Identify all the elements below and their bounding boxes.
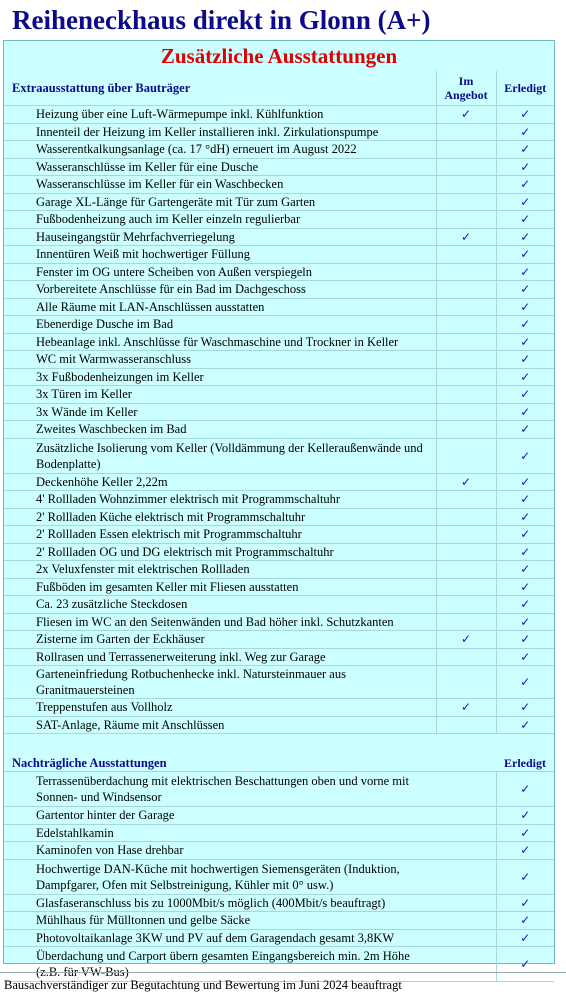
done-check-icon: ✓ — [496, 772, 554, 807]
done-check-icon: ✓ — [496, 211, 554, 229]
footer-note: Bausachverständiger zur Begutachtung und Bewertung im Juni 2024 beauftragt — [4, 978, 402, 992]
done-check-icon: ✓ — [496, 123, 554, 141]
column-header-done-later: Erledigt — [496, 754, 554, 772]
offer-check-icon — [436, 141, 496, 159]
done-check-icon: ✓ — [496, 807, 554, 825]
done-check-icon: ✓ — [496, 106, 554, 124]
table-row — [4, 842, 554, 860]
offer-check-icon — [436, 561, 496, 579]
offer-check-icon — [436, 666, 496, 699]
offer-check-icon — [436, 368, 496, 386]
item-text: Zweites Waschbecken im Bad — [8, 421, 436, 439]
offer-check-icon — [436, 263, 496, 281]
done-check-icon: ✓ — [496, 316, 554, 334]
item-text: 3x Fußbodenheizungen im Keller — [8, 368, 436, 386]
done-check-icon: ✓ — [496, 386, 554, 404]
item-text: Innentüren Weiß mit hochwertiger Füllung — [8, 246, 436, 264]
table-row — [4, 666, 554, 699]
offer-check-icon — [436, 543, 496, 561]
item-text: Alle Räume mit LAN-Anschlüssen ausstatten — [8, 298, 436, 316]
offer-check-icon — [436, 508, 496, 526]
table-row — [4, 193, 554, 211]
done-check-icon: ✓ — [496, 141, 554, 159]
done-check-icon: ✓ — [496, 228, 554, 246]
done-check-icon: ✓ — [496, 543, 554, 561]
section-spacer — [4, 734, 554, 754]
offer-check-icon — [436, 386, 496, 404]
table-row — [4, 859, 554, 894]
done-check-icon: ✓ — [496, 824, 554, 842]
done-check-icon: ✓ — [496, 508, 554, 526]
item-text: 3x Türen im Keller — [8, 386, 436, 404]
item-text: 4' Rollladen Wohnzimmer elektrisch mit Programmschaltuhr — [8, 491, 436, 509]
done-check-icon: ✓ — [496, 561, 554, 579]
offer-check-icon — [436, 193, 496, 211]
offer-check-icon — [436, 176, 496, 194]
item-text: Wasseranschlüsse im Keller für eine Dusche — [8, 158, 436, 176]
table-row — [4, 561, 554, 579]
footer-divider — [0, 972, 566, 973]
table-row — [4, 123, 554, 141]
table-row — [4, 543, 554, 561]
offer-check-icon: ✓ — [436, 473, 496, 491]
done-check-icon: ✓ — [496, 263, 554, 281]
item-text: Kaminofen von Hase drehbar — [8, 842, 436, 860]
done-check-icon: ✓ — [496, 298, 554, 316]
item-text: Innenteil der Heizung im Keller installieren inkl. Zirkulationspumpe — [8, 123, 436, 141]
table-row — [4, 807, 554, 825]
item-text: Edelstahlkamin — [8, 824, 436, 842]
done-check-icon: ✓ — [496, 894, 554, 912]
item-text: Wasserentkalkungsanlage (ca. 17 °dH) erneuert im August 2022 — [8, 141, 436, 159]
table-row — [4, 106, 554, 124]
item-text: Hebeanlage inkl. Anschlüsse für Waschmaschine und Trockner in Keller — [8, 333, 436, 351]
offer-check-icon — [436, 596, 496, 614]
done-check-icon: ✓ — [496, 929, 554, 947]
offer-check-icon: ✓ — [436, 228, 496, 246]
done-check-icon: ✓ — [496, 596, 554, 614]
section-heading-later: Nachträgliche Ausstattungen — [8, 754, 436, 772]
table-row — [4, 298, 554, 316]
table-row — [4, 824, 554, 842]
item-text: Fenster im OG untere Scheiben von Außen verspiegeln — [8, 263, 436, 281]
table-row — [4, 929, 554, 947]
item-text: Überdachung und Carport übern gesamten Eingangsbereich min. 2m Höhe (z.B. für VW-Bus) — [8, 947, 436, 982]
done-check-icon: ✓ — [496, 491, 554, 509]
offer-check-icon — [436, 438, 496, 473]
done-check-icon: ✓ — [496, 473, 554, 491]
offer-check-icon: ✓ — [436, 699, 496, 717]
item-text: Garteneinfriedung Rotbuchenhecke inkl. Natursteinmauer aus Granitmauersteinen — [8, 666, 436, 699]
table-row — [4, 386, 554, 404]
item-text: Ca. 23 zusätzliche Steckdosen — [8, 596, 436, 614]
offer-check-icon — [436, 298, 496, 316]
done-check-icon: ✓ — [496, 368, 554, 386]
done-check-icon: ✓ — [496, 631, 554, 649]
item-text: 2' Rollladen Essen elektrisch mit Programmschaltuhr — [8, 526, 436, 544]
offer-check-icon — [436, 158, 496, 176]
item-text: Zusätzliche Isolierung vom Keller (Volldämmung der Kelleraußenwände und Bodenplatte) — [8, 438, 436, 473]
offer-check-icon — [436, 613, 496, 631]
done-check-icon: ✓ — [496, 438, 554, 473]
offer-check-icon — [436, 246, 496, 264]
offer-check-icon — [436, 578, 496, 596]
table-row — [4, 596, 554, 614]
item-text: Mühlhaus für Mülltonnen und gelbe Säcke — [8, 912, 436, 930]
done-check-icon: ✓ — [496, 421, 554, 439]
offer-check-icon — [436, 211, 496, 229]
table-row — [4, 333, 554, 351]
item-text: SAT-Anlage, Räume mit Anschlüssen — [8, 716, 436, 734]
offer-check-icon — [436, 716, 496, 734]
item-text: Wasseranschlüsse im Keller für ein Waschbecken — [8, 176, 436, 194]
done-check-icon: ✓ — [496, 351, 554, 369]
column-header-offer: Im Angebot — [436, 71, 496, 106]
item-text: Fußbodenheizung auch im Keller einzeln regulierbar — [8, 211, 436, 229]
page-title: Reiheneckhaus direkt in Glonn (A+) — [12, 5, 431, 35]
section-heading-extras: Extraausstattung über Bauträger — [8, 71, 436, 106]
item-text: WC mit Warmwasseranschluss — [8, 351, 436, 369]
offer-check-icon — [436, 403, 496, 421]
offer-check-icon — [436, 351, 496, 369]
table-row — [4, 912, 554, 930]
done-check-icon: ✓ — [496, 666, 554, 699]
table-row — [4, 648, 554, 666]
table-row — [4, 699, 554, 717]
done-check-icon: ✓ — [496, 526, 554, 544]
later-table — [4, 734, 554, 982]
done-check-icon: ✓ — [496, 613, 554, 631]
done-check-icon: ✓ — [496, 912, 554, 930]
item-text: 3x Wände im Keller — [8, 403, 436, 421]
done-check-icon: ✓ — [496, 193, 554, 211]
item-text: Zisterne im Garten der Eckhäuser — [8, 631, 436, 649]
table-row — [4, 246, 554, 264]
item-text: Hochwertige DAN-Küche mit hochwertigen Siemensgeräten (Induktion, Dampfgarer, Ofen mit Selbstreinigung, Kühler mit 0° usw.) — [8, 859, 436, 894]
item-text: 2' Rollladen Küche elektrisch mit Programmschaltuhr — [8, 508, 436, 526]
table-row — [4, 403, 554, 421]
item-text: Hauseingangstür Mehrfachverriegelung — [8, 228, 436, 246]
table-row — [4, 526, 554, 544]
equipment-panel — [3, 40, 555, 979]
item-text: Rollrasen und Terrassenerweiterung inkl. Weg zur Garage — [8, 648, 436, 666]
table-row — [4, 947, 554, 982]
offer-check-icon — [436, 281, 496, 299]
done-check-icon: ✓ — [496, 403, 554, 421]
table-row — [4, 716, 554, 734]
table-row — [4, 772, 554, 807]
extras-header-row — [4, 71, 554, 106]
item-text: Terrassenüberdachung mit elektrischen Beschattungen oben und vorne mit Sonnen- und Windsensor — [8, 772, 436, 807]
later-header-row — [4, 754, 554, 772]
item-text: Photovoltaikanlage 3KW und PV auf dem Garagendach gesamt 3,8KW — [8, 929, 436, 947]
item-text: Treppenstufen aus Vollholz — [8, 699, 436, 717]
offer-check-icon — [436, 526, 496, 544]
table-row — [4, 351, 554, 369]
done-check-icon: ✓ — [496, 947, 554, 982]
offer-check-icon — [436, 123, 496, 141]
table-row — [4, 158, 554, 176]
page-subtitle: Zusätzliche Ausstattungen — [160, 44, 398, 68]
item-text: Heizung über eine Luft-Wärmepumpe inkl. Kühlfunktion — [8, 106, 436, 124]
table-row — [4, 211, 554, 229]
item-text: Glasfaseranschluss bis zu 1000Mbit/s möglich (400Mbit/s beauftragt) — [8, 894, 436, 912]
offer-check-icon — [436, 316, 496, 334]
table-row — [4, 176, 554, 194]
offer-check-icon — [436, 491, 496, 509]
done-check-icon: ✓ — [496, 699, 554, 717]
offer-check-icon — [436, 333, 496, 351]
table-row — [4, 508, 554, 526]
offer-check-icon — [436, 421, 496, 439]
done-check-icon: ✓ — [496, 158, 554, 176]
table-row — [4, 281, 554, 299]
item-text: Deckenhöhe Keller 2,22m — [8, 473, 436, 491]
table-row — [4, 631, 554, 649]
item-text: Garage XL-Länge für Gartengeräte mit Tür zum Garten — [8, 193, 436, 211]
done-check-icon: ✓ — [496, 578, 554, 596]
table-row — [4, 368, 554, 386]
item-text: Ebenerdige Dusche im Bad — [8, 316, 436, 334]
item-text: Vorbereitete Anschlüsse für ein Bad im Dachgeschoss — [8, 281, 436, 299]
offer-check-icon: ✓ — [436, 631, 496, 649]
table-row — [4, 421, 554, 439]
column-header-done: Erledigt — [496, 71, 554, 106]
done-check-icon: ✓ — [496, 716, 554, 734]
table-row — [4, 491, 554, 509]
extras-table — [4, 71, 554, 734]
item-text: Fußböden im gesamten Keller mit Fliesen ausstatten — [8, 578, 436, 596]
done-check-icon: ✓ — [496, 842, 554, 860]
item-text: Fliesen im WC an den Seitenwänden und Bad höher inkl. Schutzkanten — [8, 613, 436, 631]
done-check-icon: ✓ — [496, 333, 554, 351]
table-row — [4, 438, 554, 473]
done-check-icon: ✓ — [496, 246, 554, 264]
table-row — [4, 263, 554, 281]
offer-check-icon — [436, 648, 496, 666]
item-text: 2' Rollladen OG und DG elektrisch mit Programmschaltuhr — [8, 543, 436, 561]
done-check-icon: ✓ — [496, 176, 554, 194]
offer-check-icon: ✓ — [436, 106, 496, 124]
table-row — [4, 578, 554, 596]
done-check-icon: ✓ — [496, 859, 554, 894]
table-row — [4, 228, 554, 246]
done-check-icon: ✓ — [496, 648, 554, 666]
table-row — [4, 613, 554, 631]
table-row — [4, 141, 554, 159]
item-text: 2x Veluxfenster mit elektrischen Rollladen — [8, 561, 436, 579]
item-text: Gartentor hinter der Garage — [8, 807, 436, 825]
table-row — [4, 473, 554, 491]
done-check-icon: ✓ — [496, 281, 554, 299]
table-row — [4, 316, 554, 334]
table-row — [4, 894, 554, 912]
